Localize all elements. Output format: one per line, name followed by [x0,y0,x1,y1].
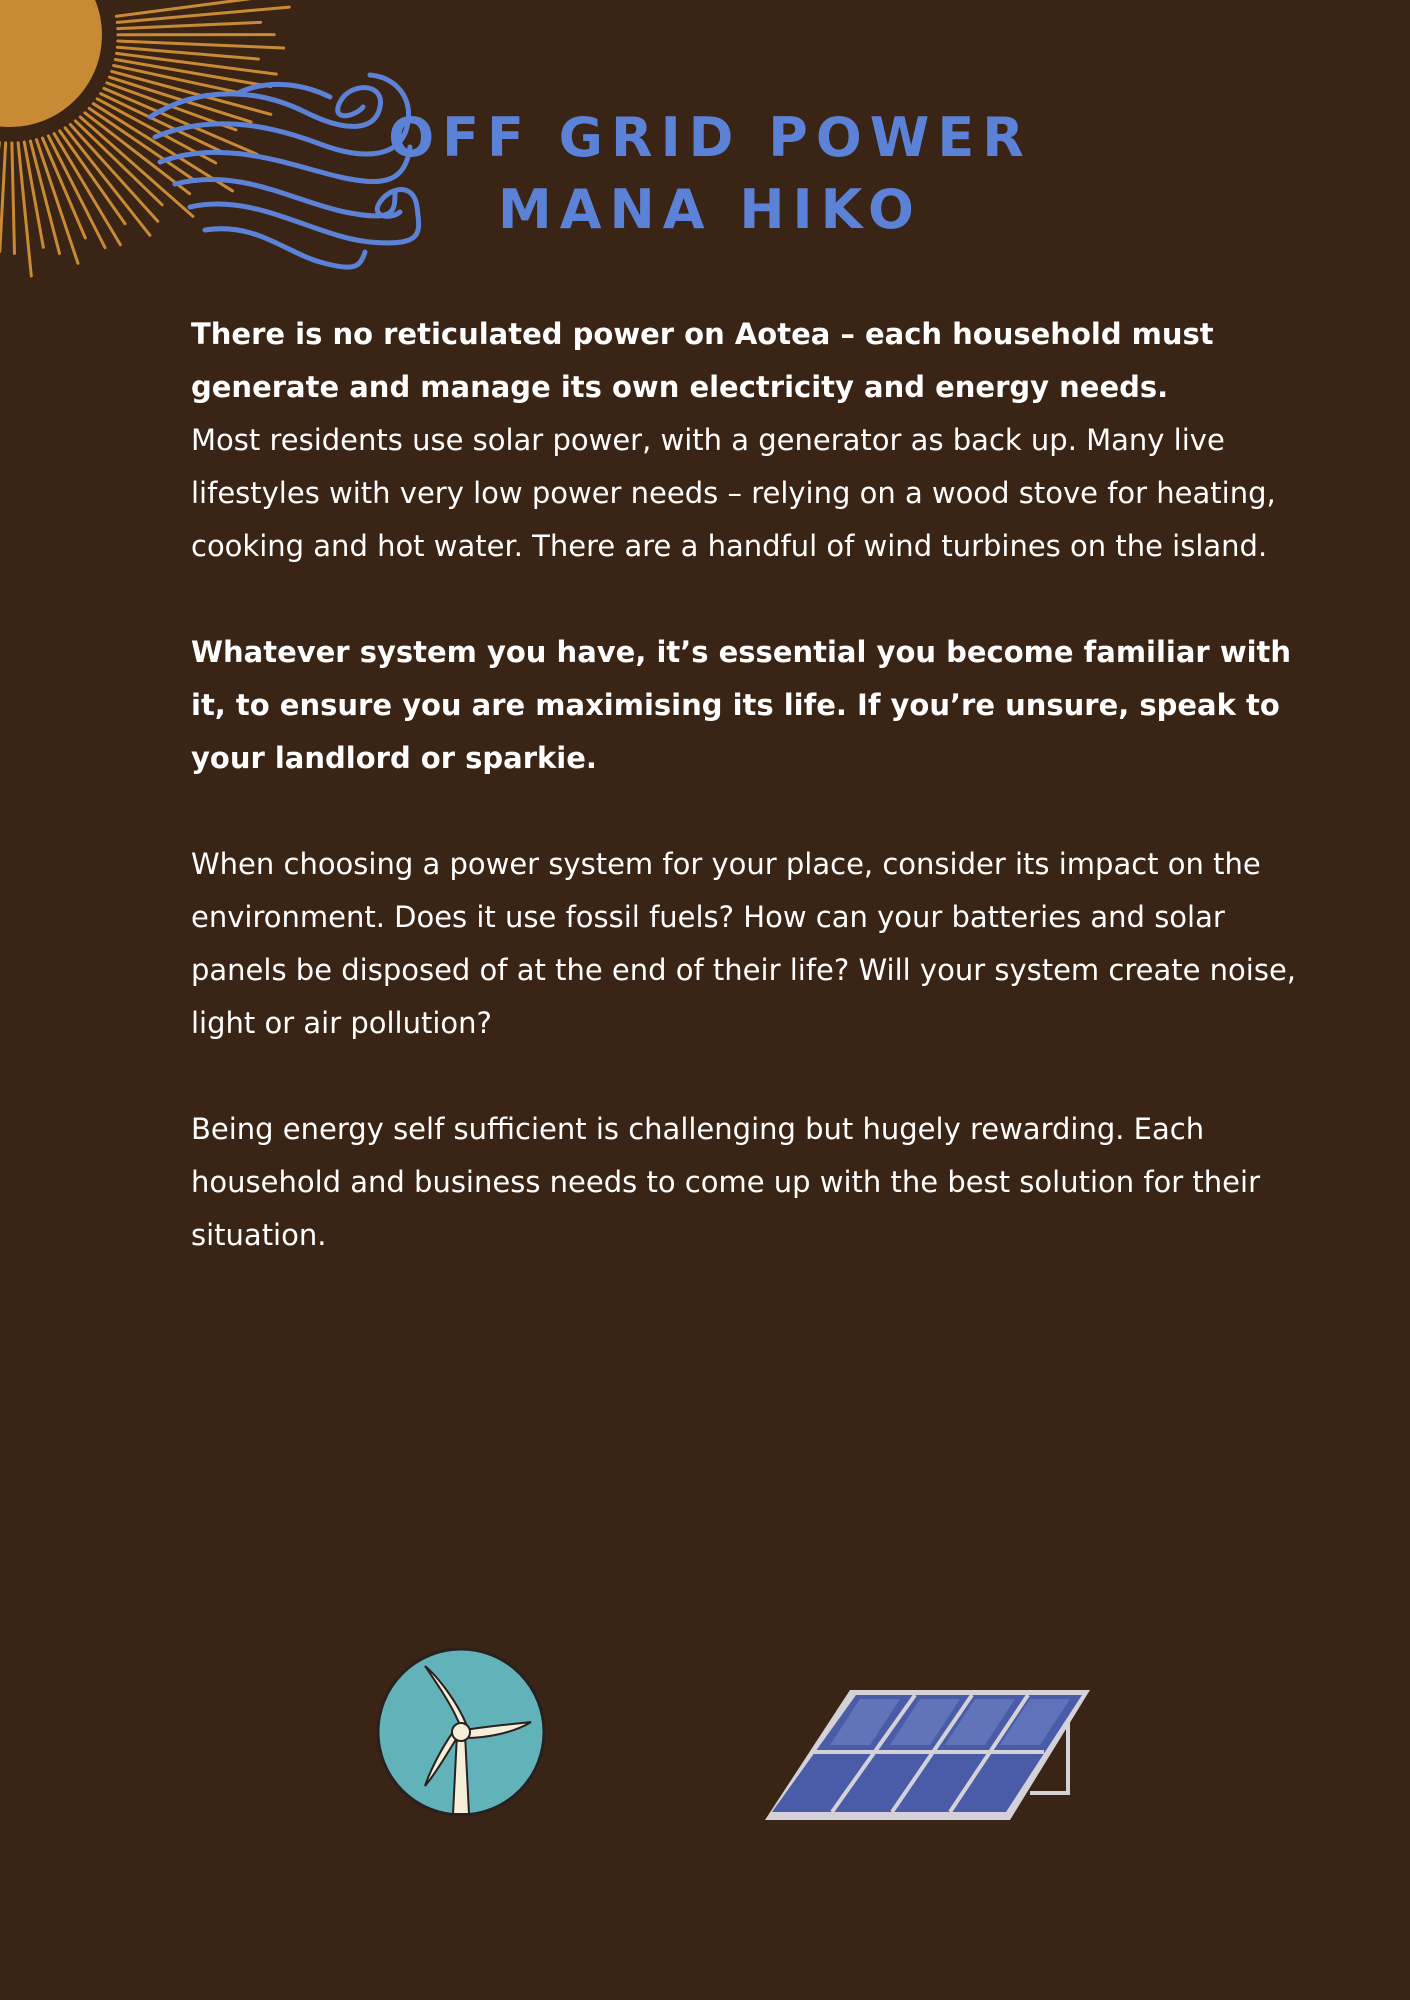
title-line-2: MANA HIKO [498,178,922,241]
sun-ray [117,7,289,22]
advice-paragraph: Whatever system you have, it’s essential you become familiar with it, to ensure you are maximising its life. If you’re unsure, speak to your landlord or sparkie. [191,635,1292,775]
sun-ray [118,41,284,48]
sun-ray [0,143,6,252]
environment-paragraph: When choosing a power system for your place, consider its impact on the environment. Does it use fossil fuels? How can your batteries and solar panels be disposed of at the end of their life? Will your system create noise, light or air pollution? [191,847,1297,1040]
sun-ray [118,22,261,28]
intro-bold-paragraph: There is no reticulated power on Aotea – each household must generate and manage its own electricity and energy needs. [191,317,1214,404]
sun-ray [116,0,265,16]
wind-turbine-icon [375,1646,547,1818]
page-title [360,102,1060,246]
title-line-1: OFF GRID POWER [388,106,1032,169]
sun-ray [12,143,15,254]
body-text [191,308,1311,1262]
intro-paragraph: Most residents use solar power, with a generator as back up. Many live lifestyles with very low power needs – relying on a wood stove for heating, cooking and hot water. There are a handful of wind turbines on the island. [191,423,1276,563]
closing-paragraph: Being energy self sufficient is challenging but hugely rewarding. Each household and business needs to come up with the best solution for their situation. [191,1112,1261,1252]
solar-panel-icon [760,1685,1095,1825]
